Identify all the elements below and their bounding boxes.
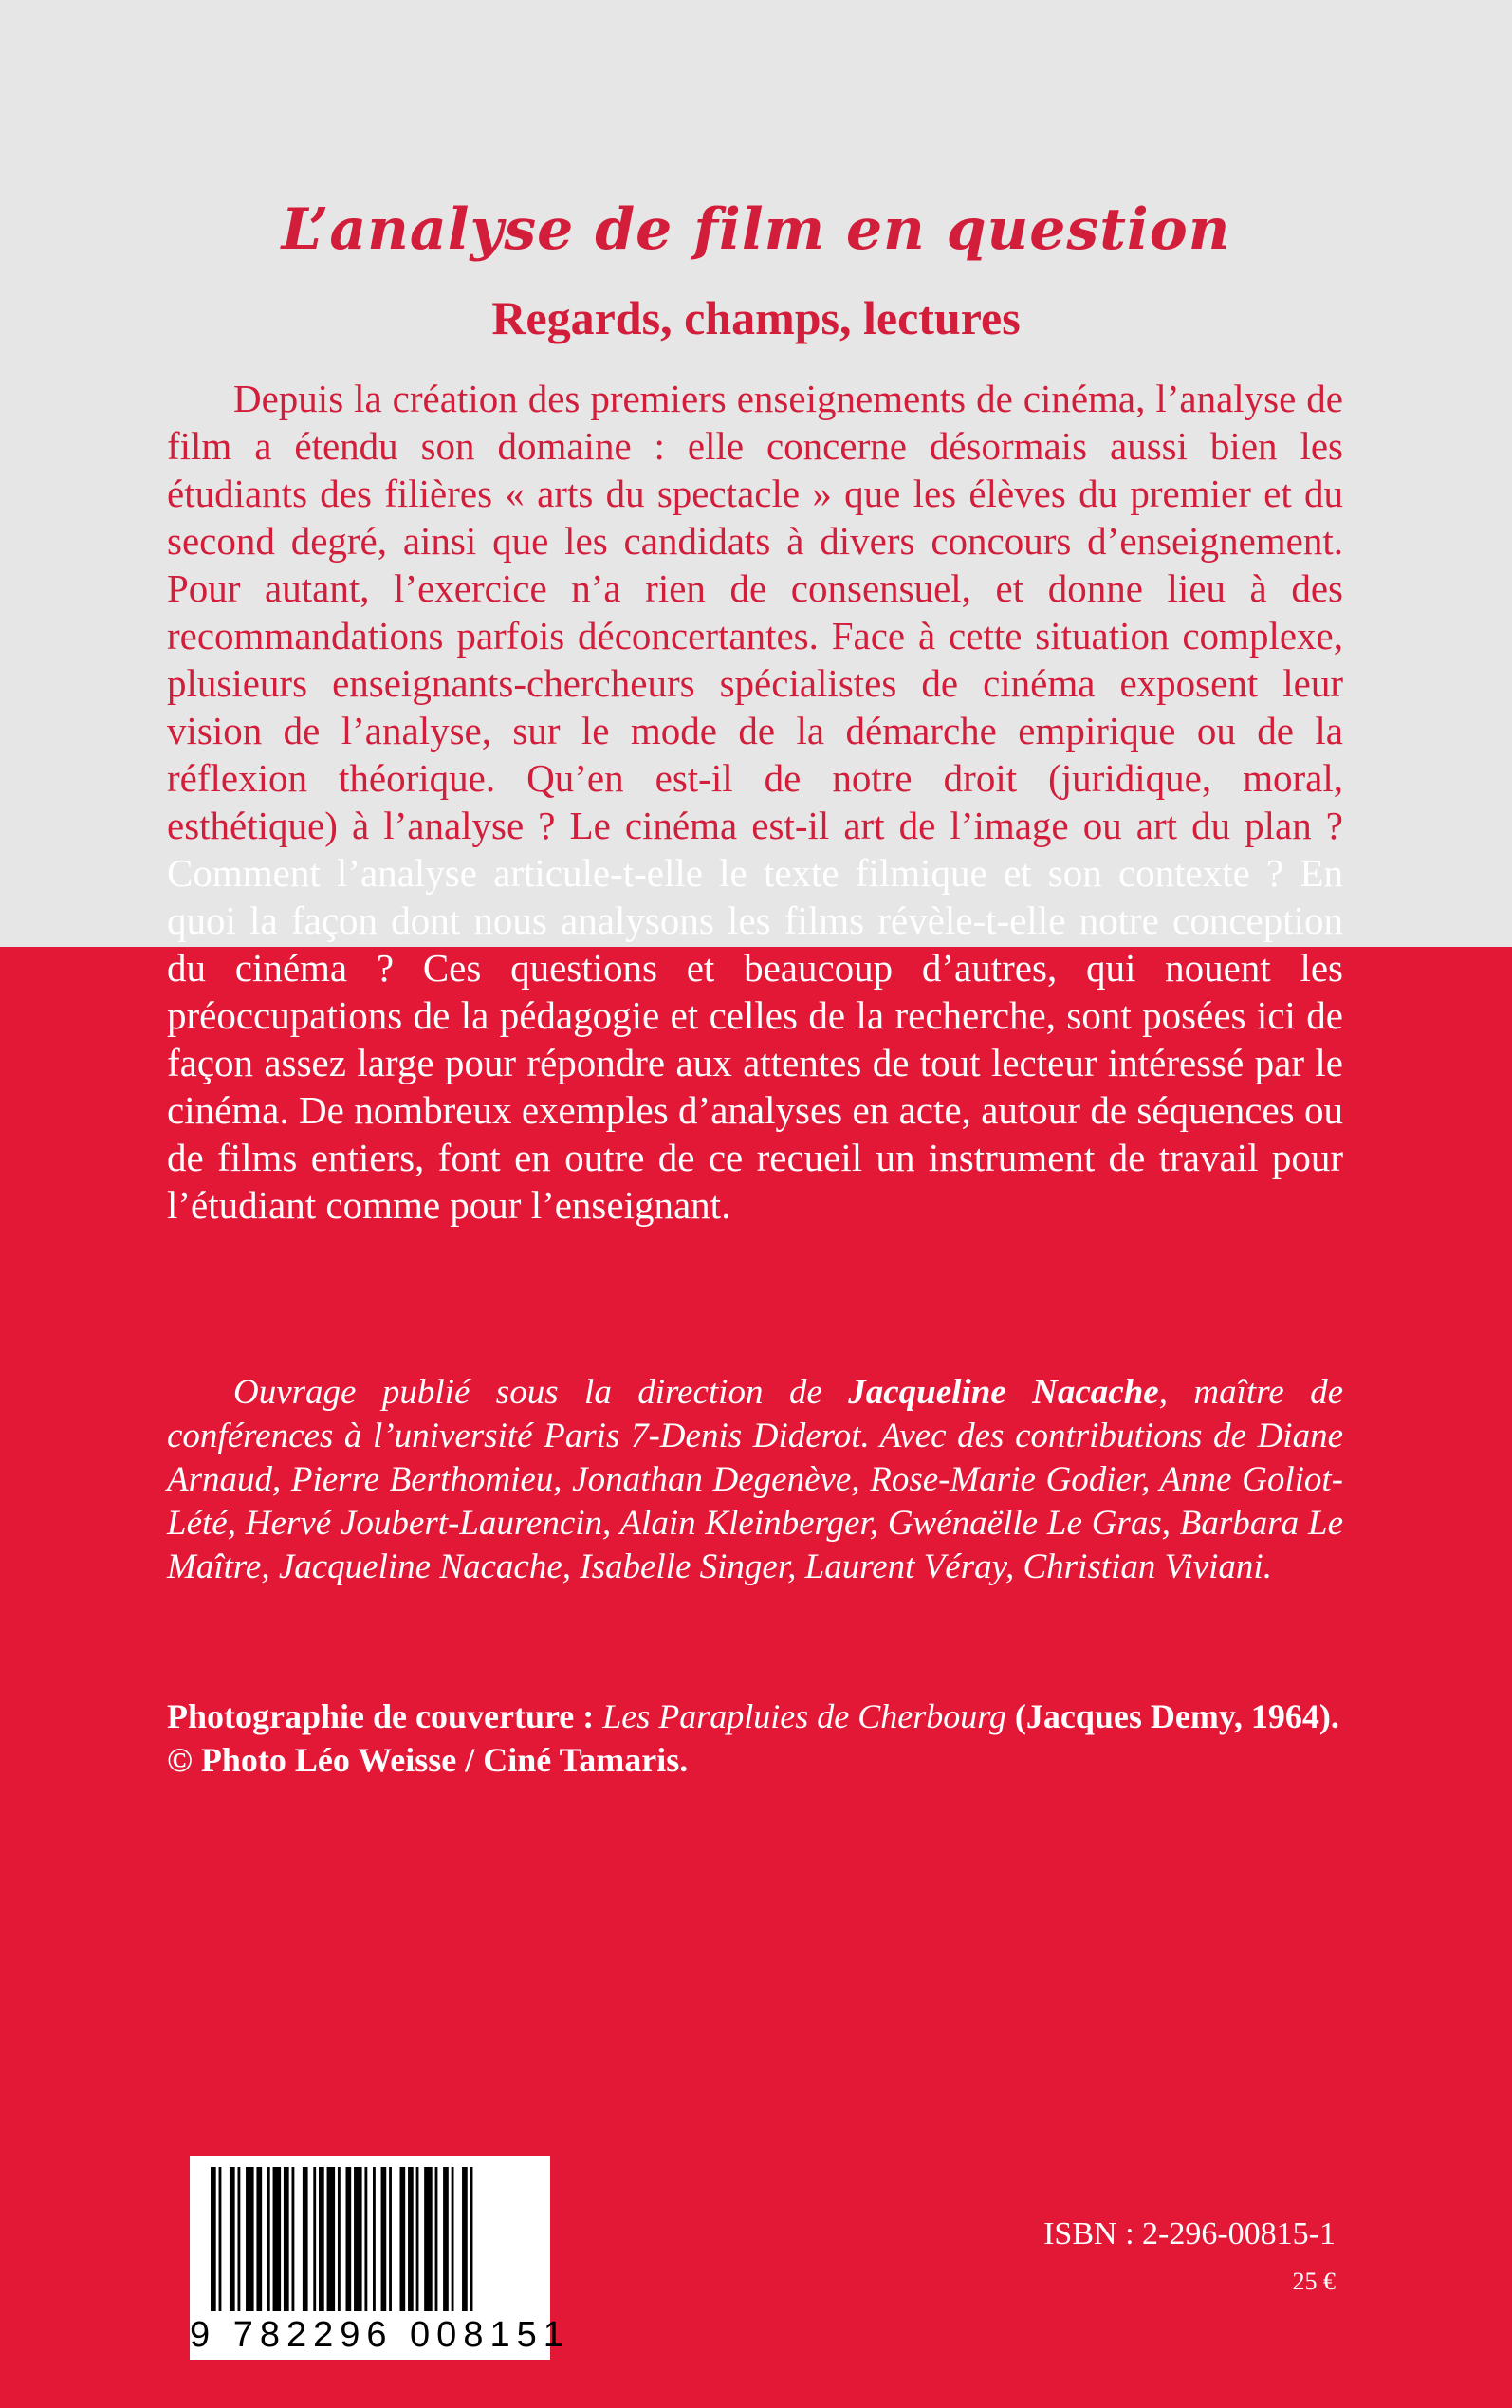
barcode-bar xyxy=(303,2167,308,2311)
photo-details: (Jacques Demy, 1964). xyxy=(1005,1697,1339,1735)
credits-intro: Ouvrage publié sous la direction de xyxy=(233,1373,849,1412)
barcode-digits: 9 782296 008151 xyxy=(190,2315,570,2355)
barcode-bar xyxy=(346,2167,352,2311)
barcode-bar xyxy=(292,2167,295,2311)
barcode-bar xyxy=(230,2167,235,2311)
barcode-bar xyxy=(389,2167,392,2311)
barcode-bar xyxy=(219,2167,222,2311)
barcode-bars-icon xyxy=(190,2156,550,2315)
book-summary xyxy=(167,375,1343,1229)
book-title: L’analyse de film en question xyxy=(281,196,1231,263)
barcode-bar xyxy=(400,2167,406,2311)
editor-name: Jacqueline Nacache xyxy=(848,1373,1159,1412)
barcode-bar xyxy=(443,2167,449,2311)
summary-part-on-grey: Depuis la création des premiers enseignements de cinéma, l’analyse de film a étendu son domaine : elle concerne désormais aussi bien les étudiants des filières « arts du spectacle » que les élèves du premier et du second degré, ainsi que les candidats à divers concours d’enseignement. Pour autant, l’exercice n’a rien de consensuel, et donne lieu à des recommandations parfois déconcertantes. Face à cette situation complexe, plusieurs enseignants-chercheurs spécialistes de cinéma exposent leur vision de l’analyse, sur le mode de la démarche empirique ou de la réflexion théorique. Qu’en est-il de notre droit (juridique, moral, esthétique) à l’analyse ? Le cinéma est-il art de l’image ou art du plan ? xyxy=(167,377,1343,847)
barcode-bar xyxy=(246,2167,254,2311)
barcode-bar xyxy=(319,2167,324,2311)
barcode-bar xyxy=(284,2167,289,2311)
barcode-bar xyxy=(354,2167,362,2311)
barcode-bar xyxy=(238,2167,241,2311)
price-label: 25 € xyxy=(1292,2268,1336,2295)
barcode-bar xyxy=(408,2167,414,2311)
photo-label: Photographie de couverture : xyxy=(167,1697,603,1735)
barcode-bar xyxy=(267,2167,270,2311)
barcode-bar xyxy=(452,2167,454,2311)
barcode-bar xyxy=(273,2167,282,2311)
barcode-bar xyxy=(462,2167,468,2311)
barcode-bar xyxy=(424,2167,433,2311)
barcode-bar xyxy=(416,2167,419,2311)
barcode-bar xyxy=(338,2167,341,2311)
barcode-bar xyxy=(327,2167,336,2311)
credits-contributors: , maître de conférences à l’université Paris 7-Denis Diderot. Avec des contributions de Diane Arnaud, Pierre Berthomieu, Jonathan Degenève, Rose-Marie Godier, Anne Goliot-Lété, Hervé Joubert-Laurencin, Alain Kleinberger, Gwénaëlle Le Gras, Barbara Le Maître, Jacqueline Nacache, Isabelle Singer, Laurent Véray, Christian Viviani. xyxy=(167,1373,1343,1586)
barcode-bar xyxy=(435,2167,438,2311)
barcode-bar xyxy=(211,2167,216,2311)
barcode-bar xyxy=(364,2167,367,2311)
barcode xyxy=(190,2156,570,2360)
photo-copyright: © Photo Léo Weisse / Ciné Tamaris. xyxy=(167,1741,689,1779)
editor-credits xyxy=(167,1371,1343,1589)
barcode-bar xyxy=(381,2167,387,2311)
barcode-bar xyxy=(313,2167,316,2311)
cover-photo-credit xyxy=(167,1695,1343,1782)
isbn-number: ISBN : 2-296-00815-1 xyxy=(1043,2216,1336,2251)
summary-part-on-red: Comment l’analyse articule-t-elle le texte filmique et son contexte ? En quoi la façon dont nous analysons les films révèle-t-elle notre conception du cinéma ? Ces questions et beaucoup d’autres, qui nouent les préoccupations de la pédagogie et celles de la recherche, sont posées ici de façon assez large pour répondre aux attentes de tout lecteur intéressé par le cinéma. De nombreux exemples d’analyses en acte, autour de séquences ou de films entiers, font en outre de ce recueil un instrument de travail pour l’étudiant comme pour l’enseignant. xyxy=(167,851,1343,1227)
book-subtitle: Regards, champs, lectures xyxy=(491,291,1021,344)
barcode-bar xyxy=(373,2167,376,2311)
barcode-bar xyxy=(256,2167,262,2311)
photo-film-title: Les Parapluies de Cherbourg xyxy=(602,1697,1006,1735)
barcode-bar xyxy=(470,2167,473,2311)
